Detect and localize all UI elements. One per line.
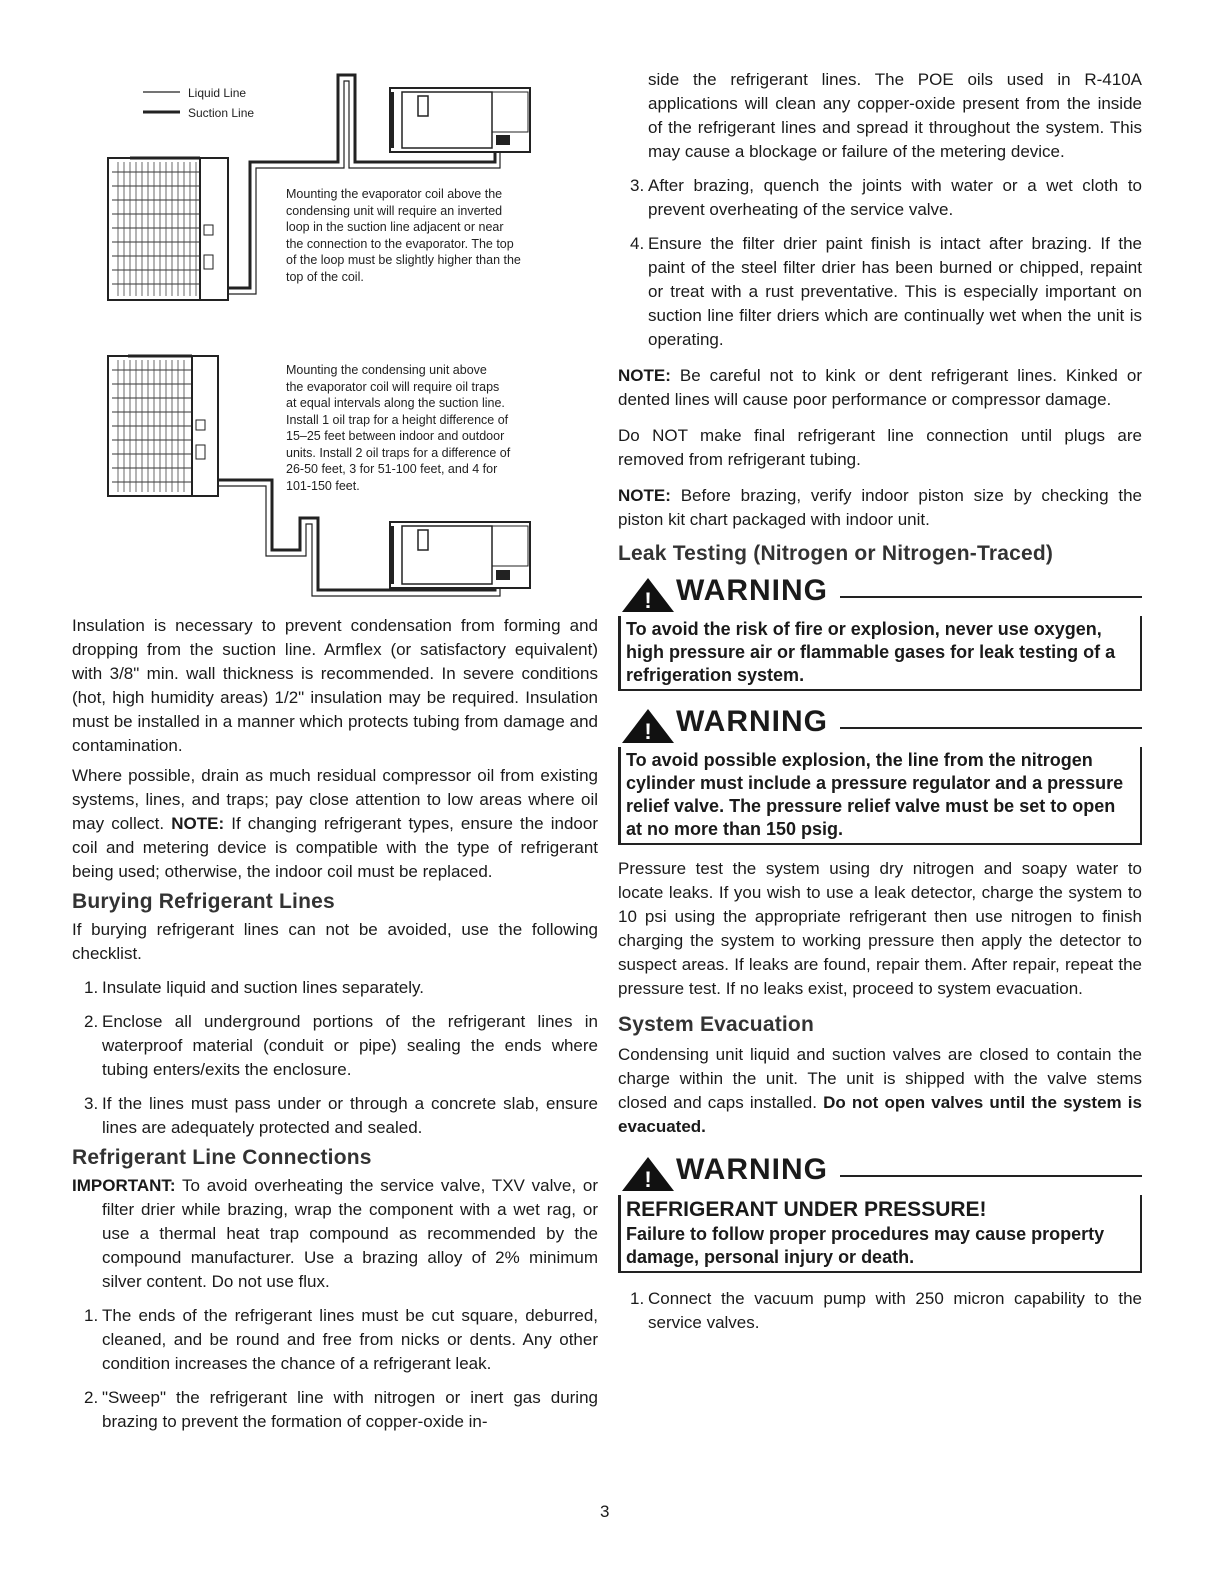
legend-liquid-line: Liquid Line xyxy=(188,86,247,100)
caption-line: at equal intervals along the suction line. xyxy=(286,396,505,410)
list-item-text: If the lines must pass under or through a concrete slab, ensure lines are adequately protected and sealed. xyxy=(102,1094,598,1137)
warning-text-3 xyxy=(618,1195,1142,1273)
list-item xyxy=(72,1386,598,1434)
caption-line: loop in the suction line adjacent or near xyxy=(286,220,504,234)
list-item-number: 1. xyxy=(84,1306,99,1325)
pressure-test-paragraph: Pressure test the system using dry nitrogen and soapy water to locate leaks. If you wish to use a leak detector, charge the system to 10 psi using the appropriate refrigerant then use nitrogen to finish charging the system to working pressure then apply the detector to suspect areas. If leaks are found, repair them. After repair, repeat the pressure test. If no leaks exist, proceed to system evacuation. xyxy=(618,859,1142,998)
warning-title: WARNING xyxy=(676,1153,828,1186)
warning-rule xyxy=(840,1175,1142,1177)
burying-intro: If burying refrigerant lines can not be avoided, use the following checklist. xyxy=(72,920,598,963)
list-item xyxy=(72,976,598,1000)
important-paragraph xyxy=(72,1174,598,1294)
list-item-number: 3. xyxy=(84,1094,99,1113)
condensing-unit-top xyxy=(108,158,228,300)
drain-text-b: If changing refrigerant types, ensure the indoor coil and metering device is compatible with the type of refrigerant being used; otherwise, the indoor coil must be replaced. xyxy=(72,814,598,881)
warning-block-1 xyxy=(618,572,1142,691)
note-kink xyxy=(618,364,1142,412)
list-item xyxy=(618,1287,1142,1335)
caption-line: the connection to the evaporator. The top xyxy=(286,236,514,251)
caption-line: of the loop must be slightly higher than the xyxy=(286,253,521,267)
warning-title: WARNING xyxy=(676,705,828,738)
warning-triangle-icon xyxy=(620,1155,676,1193)
continued-item: side the refrigerant lines. The POE oils used in R-410A applications will clean any copper-oxide present from the inside of the refrigerant lines and spread it throughout the system. This may cause a blockage or failure of the metering device. xyxy=(648,70,1142,161)
list-item-number: 4. xyxy=(630,234,645,253)
evacuation-paragraph xyxy=(618,1043,1142,1139)
evacuation-heading: System Evacuation xyxy=(618,1013,814,1036)
list-item-text: Enclose all underground portions of the refrigerant lines in waterproof material (conduit or pipe) sealing the ends where tubing enters/exits the enclosure. xyxy=(102,1012,598,1079)
note-label: NOTE: xyxy=(171,814,225,833)
right-column xyxy=(618,68,1142,1335)
warning-triangle-icon xyxy=(620,707,676,745)
list-item-number: 2. xyxy=(84,1012,99,1031)
caption-line: Mounting the evaporator coil above the xyxy=(286,187,503,201)
warning-text-2: To avoid possible explosion, the line from the nitrogen cylinder must include a pressure regulator and a pressure relief valve. The pressure relief valve must be set to open at no more than 150 psig. xyxy=(618,747,1142,845)
warning-rule xyxy=(840,596,1142,598)
page-number: 3 xyxy=(600,1502,610,1521)
connections-heading: Refrigerant Line Connections xyxy=(72,1146,372,1169)
plugs-paragraph: Do NOT make final refrigerant line connection until plugs are removed from refrigerant tubing. xyxy=(618,426,1142,469)
svg-text:!: ! xyxy=(644,1167,652,1192)
evaporator-coil-bottom xyxy=(390,522,530,588)
caption-line: 101-150 feet. xyxy=(286,478,360,493)
caption-line: Mounting the condensing unit above xyxy=(286,363,487,377)
insulation-paragraph: Insulation is necessary to prevent condensation from forming and dropping from the suction line. Armflex (or satisfactory equivalent) with 3/8" min. wall thickness is recommended. In severe conditions (hot, high humidity areas) 1/2" insulation may be required. Insulation must be installed in a manner which protects tubing from damage and contamination. xyxy=(72,616,598,755)
left-column xyxy=(72,614,598,1434)
important-label: IMPORTANT: xyxy=(72,1176,176,1195)
warning-block-3 xyxy=(618,1151,1142,1273)
note-piston xyxy=(618,484,1142,532)
list-item xyxy=(618,232,1142,352)
caption-line: condensing unit will require an inverted xyxy=(286,203,503,218)
list-item xyxy=(72,1010,598,1082)
list-item-number: 1. xyxy=(84,978,99,997)
note-text: Be careful not to kink or dent refrigerant lines. Kinked or dented lines will cause poor performance or compressor damage. xyxy=(618,366,1142,409)
list-item xyxy=(72,1304,598,1376)
connection-list xyxy=(72,1304,598,1434)
caption-line: top of the coil. xyxy=(286,269,364,284)
warning-triangle-icon xyxy=(620,576,676,614)
warning-pressure-title: REFRIGERANT UNDER PRESSURE! xyxy=(626,1198,987,1221)
evacuation-list xyxy=(618,1287,1142,1335)
drain-paragraph xyxy=(72,764,598,884)
caption-line: Install 1 oil trap for a height difference of xyxy=(286,412,509,427)
caption-line: the evaporator coil will require oil traps xyxy=(286,379,500,394)
list-item-number: 1. xyxy=(630,1289,645,1308)
list-item-text: After brazing, quench the joints with water or a wet cloth to prevent overheating of the service valve. xyxy=(648,176,1142,219)
list-item-number: 2. xyxy=(84,1388,99,1407)
svg-text:!: ! xyxy=(644,588,652,613)
important-text: To avoid overheating the service valve, TXV valve, or filter drier while brazing, wrap the component with a wet rag, or use a thermal heat trap compound as recommended by the compound manufacturer. Use a brazing alloy of 2% minimum silver content. Do not use flux. xyxy=(102,1176,598,1291)
burying-heading: Burying Refrigerant Lines xyxy=(72,890,335,913)
warning-pressure-text: Failure to follow proper procedures may cause property damage, personal injury or death. xyxy=(626,1224,1105,1267)
figure-caption-bottom xyxy=(286,362,576,494)
list-item-text: The ends of the refrigerant lines must be cut square, deburred, cleaned, and be round and free from nicks or dents. Any other condition increases the chance of a refrigerant leak. xyxy=(102,1306,598,1373)
note-text: Before brazing, verify indoor piston size by checking the piston kit chart packaged with indoor unit. xyxy=(618,486,1142,529)
line-set-diagram xyxy=(100,60,570,610)
warning-title: WARNING xyxy=(676,574,828,607)
drain-text-a: Where possible, drain as much residual compressor oil from existing systems, lines, and traps; pay close attention to low areas where oil may collect. xyxy=(72,766,598,833)
leak-testing-heading: Leak Testing (Nitrogen or Nitrogen-Traced) xyxy=(618,542,1054,565)
list-item-text: "Sweep" the refrigerant line with nitrogen or inert gas during brazing to prevent the formation of copper-oxide in- xyxy=(102,1388,598,1431)
list-item-text: Ensure the filter drier paint finish is intact after brazing. If the paint of the steel filter drier has been burned or chipped, repaint or treat with a rust preventative. This is especially important on suction line filter driers which are continually wet when the unit is operating. xyxy=(648,234,1142,349)
burying-list xyxy=(72,976,598,1140)
caption-line: 15–25 feet between indoor and outdoor xyxy=(286,429,505,443)
condensing-unit-bottom xyxy=(108,356,218,496)
right-list xyxy=(618,174,1142,352)
list-item-text: Connect the vacuum pump with 250 micron capability to the service valves. xyxy=(648,1289,1142,1332)
caption-line: units. Install 2 oil traps for a difference of xyxy=(286,445,511,460)
note-label: NOTE: xyxy=(618,366,671,385)
warning-rule xyxy=(840,727,1142,729)
warning-block-2 xyxy=(618,703,1142,845)
evacuation-text: Condensing unit liquid and suction valves are closed to contain the charge within the unit. The unit is shipped with the valve stems closed and caps installed. xyxy=(618,1045,1142,1112)
figure-caption-top xyxy=(286,186,576,285)
caption-line: 26-50 feet, 3 for 51-100 feet, and 4 for xyxy=(286,462,498,476)
legend-suction-line: Suction Line xyxy=(188,106,255,120)
list-item-text: Insulate liquid and suction lines separately. xyxy=(102,978,424,997)
note-label: NOTE: xyxy=(618,486,671,505)
list-item xyxy=(72,1092,598,1140)
list-item-number: 3. xyxy=(630,176,645,195)
svg-text:!: ! xyxy=(644,719,652,744)
evaporator-coil-top xyxy=(390,88,530,152)
list-item xyxy=(618,174,1142,222)
evacuation-bold-text: Do not open valves until the system is evacuated. xyxy=(618,1093,1142,1136)
warning-text-1: To avoid the risk of fire or explosion, never use oxygen, high pressure air or flammable gases for leak testing of a refrigeration system. xyxy=(618,616,1142,691)
